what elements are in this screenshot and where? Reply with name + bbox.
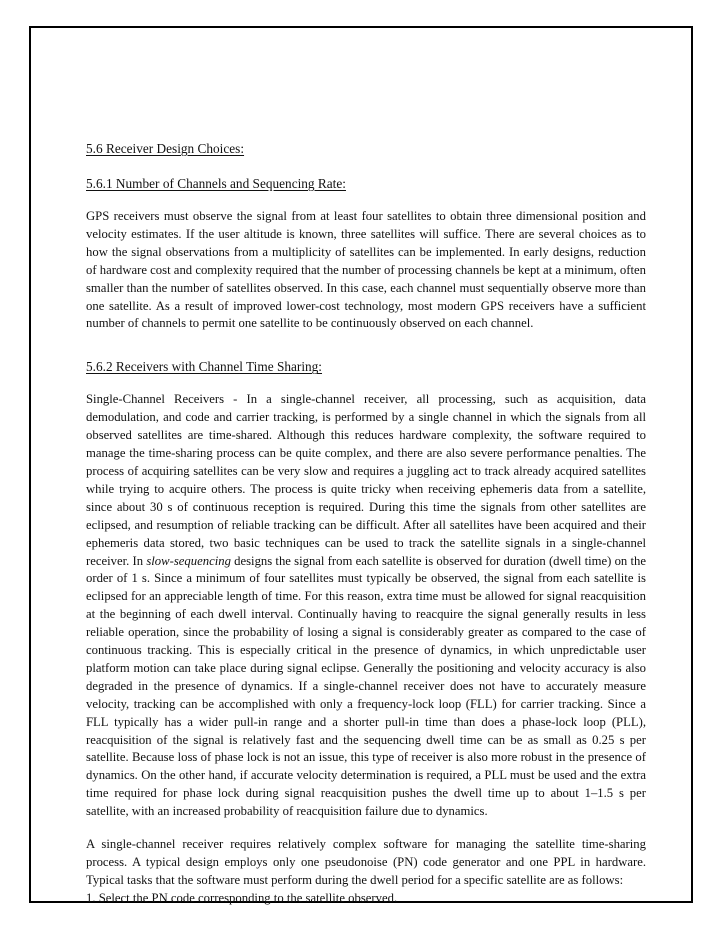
subsection-2-heading: 5.6.2 Receivers with Channel Time Sharing: (86, 359, 323, 375)
single-channel-paragraph (86, 391, 646, 821)
subsection-1-heading: 5.6.1 Number of Channels and Sequencing Rate: (86, 176, 346, 191)
single-channel-text-end: designs the signal from each satellite is observed for duration (dwell time) on the order of 1 s. Since a minimum of four satellites must typically be observed, the signal from each satellite is eclipsed for an appreciable length of time. For this reason, extra time must be allowed for signal reacquisition at the beginning of each dwell interval. Continually having to reacquire the signal generally results in less reliable operation, since the probability of losing a signal is considerably greater as compared to the case of continuous tracking. This is especially critical in the presence of dynamics, in which unpredictable user platform motion can take place during signal eclipse. Generally the positioning and velocity accuracy is also degraded in the presence of dynamics. If a single-channel receiver does not have to accurately measure velocity, tracking can be accomplished with only a frequency-lock loop (FLL) for carrier tracking. Since a FLL typically has a wider pull-in range and a shorter pull-in time than does a phase-lock loop (PLL), reacquisition of the signal is relatively fast and the sequencing dwell time can be as small as 0.25 s per satellite. Because loss of phase lock is not an issue, this type of receiver is also more robust in the presence of dynamics. On the other hand, if accurate velocity determination is required, a PLL must be used and the extra time required for phase lock during signal reacquisition pushes the dwell time up to about 1–1.5 s per satellite, with an increased probability of reacquisition failure due to dynamics. (86, 553, 646, 819)
document-body (86, 141, 646, 908)
section-heading: 5.6 Receiver Design Choices: (86, 141, 245, 156)
subsection-1-paragraph: GPS receivers must observe the signal from at least four satellites to obtain three dimensional position and velocity estimates. If the user altitude is known, three satellites will suffice. There are several choices as to how the signal observations from a multiplicity of satellites can be implemented. In early designs, reduction of hardware cost and complexity required that the number of processing channels be kept at a minimum, often smaller than the number of satellites observed. In this case, each channel must sequentially observe more than one satellite. As a result of improved lower-cost technology, most modern GPS receivers have a sufficient number of channels to permit one satellite to be continuously observed on each channel. (86, 209, 646, 331)
software-paragraph: A single-channel receiver requires relatively complex software for managing the satellite time-sharing process. A typical design employs only one pseudonoise (PN) code generator and one PPL in hardware. Typical tasks that the software must perform during the dwell period for a specific satellite are as follows: (86, 837, 646, 887)
list-item: 1. Select the PN code corresponding to the satellite observed. (86, 890, 398, 905)
single-channel-text-start: Single-Channel Receivers - In a single-channel receiver, all processing, such as acquisition, data demodulation, and code and carrier tracking, is performed by a single channel in which the signals from all observed satellites are time-shared. Although this reduces hardware complexity, the software required to manage the time-sharing process can be quite complex, and there are also severe performance penalties. The process of acquiring satellites can be very slow and requires a juggling act to track already acquired satellites while trying to acquire others. The process is quite tricky when receiving ephemeris data from a satellite, since about 30 s of continuous reception is required. During this time the signals from other satellites are eclipsed, and resumption of reliable tracking can be difficult. After all satellites have been acquired and their ephemeris data stored, two basic techniques can be used to track the satellite signals in a single-channel receiver. In (86, 392, 646, 568)
slow-sequencing-term: slow-sequencing (146, 553, 231, 568)
